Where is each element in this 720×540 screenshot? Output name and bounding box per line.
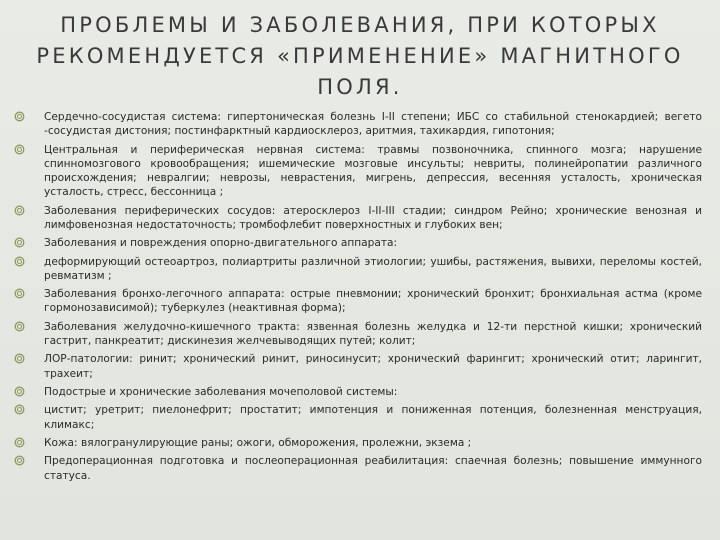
list-item: [14, 236, 702, 250]
list-item: [14, 287, 702, 315]
ring-bullet-icon: [14, 111, 25, 122]
list-item-text: Предоперационная подготовка и послеоперационная реабилитация: спаечная болезнь; повышение иммунного статуса.: [44, 455, 702, 482]
ring-bullet-icon: [14, 437, 25, 448]
slide-title: [0, 10, 720, 103]
ring-bullet-icon: [14, 455, 25, 466]
list-item: [14, 110, 702, 138]
ring-bullet-icon: [14, 256, 25, 267]
list-item-text: Кожа: вялогранулирующие раны; ожоги, обморожения, пролежни, экзема ;: [44, 436, 472, 449]
list-item: [14, 352, 702, 380]
list-item-text: деформирующий остеоартроз, полиартриты различной этиологии; ушибы, растяжения, вывихи, переломы костей, ревматизм ;: [44, 255, 702, 282]
list-item-text: Центральная и периферическая нервная система: травмы позвоночника, спинного мозга; нарушение спинномозгового кровообращения; ишемические мозговые инсульты; невриты, полинейропатии различного происхождения; невралгии; неврозы, неврастения, мигрень, депрессия, весенняя усталость, хроническая усталость, стресс, бессонница ;: [44, 143, 702, 199]
list-item-text: Заболевания желудочно-кишечного тракта: язвенная болезнь желудка и 12-ти перстной кишки; хронический гастрит, панкреатит; дискинезия желчевыводящих путей; колит;: [44, 320, 702, 347]
title-line: ПРОБЛЕМЫ И ЗАБОЛЕВАНИЯ, ПРИ КОТОРЫХ: [60, 13, 660, 37]
bullet-list: [14, 110, 702, 487]
list-item: [14, 454, 702, 482]
ring-bullet-icon: [14, 144, 25, 155]
ring-bullet-icon: [14, 404, 25, 415]
ring-bullet-icon: [14, 288, 25, 299]
list-item-text: Заболевания периферических сосудов: атеросклероз I-II-III стадии; синдром Рейно; хронические венозная и лимфовенозная недостаточность; тромбофлебит поверхностных и глубоких вен;: [44, 204, 702, 231]
list-item-text: ЛОР-патологии: ринит; хронический ринит, риносинусит; хронический фарингит; хронический отит; ларингит, трахеит;: [44, 353, 702, 380]
ring-bullet-icon: [14, 205, 25, 216]
list-item: [14, 255, 702, 283]
list-item-text: Заболевания бронхо-легочного аппарата: острые пневмонии; хронический бронхит; бронхиальная астма (кроме гормонозависимой); туберкулез (неактивная форма);: [44, 288, 702, 315]
title-line: РЕКОМЕНДУЕТСЯ «ПРИМЕНЕНИЕ» МАГНИТНОГО: [36, 44, 684, 68]
list-item: [14, 385, 702, 399]
title-line: ПОЛЯ.: [317, 75, 403, 99]
list-item: [14, 320, 702, 348]
list-item-text: Сердечно-сосудистая система: гипертоническая болезнь I-II степени; ИБС со стабильной стенокардией; вегето -сосудистая дистония; постинфарктный кардиосклероз, аритмия, тахикардия, гипотония;: [44, 111, 702, 138]
list-item: [14, 436, 702, 450]
list-item-text: цистит; уретрит; пиелонефрит; простатит; импотенция и пониженная потенция, болезненная менструация, климакс;: [44, 404, 702, 431]
ring-bullet-icon: [14, 386, 25, 397]
list-item: [14, 204, 702, 232]
ring-bullet-icon: [14, 237, 25, 248]
list-item-text: Заболевания и повреждения опорно-двигательного аппарата:: [44, 237, 398, 250]
ring-bullet-icon: [14, 321, 25, 332]
ring-bullet-icon: [14, 353, 25, 364]
list-item-text: Подострые и хронические заболевания мочеполовой системы:: [44, 385, 398, 398]
list-item: [14, 143, 702, 200]
list-item: [14, 403, 702, 431]
